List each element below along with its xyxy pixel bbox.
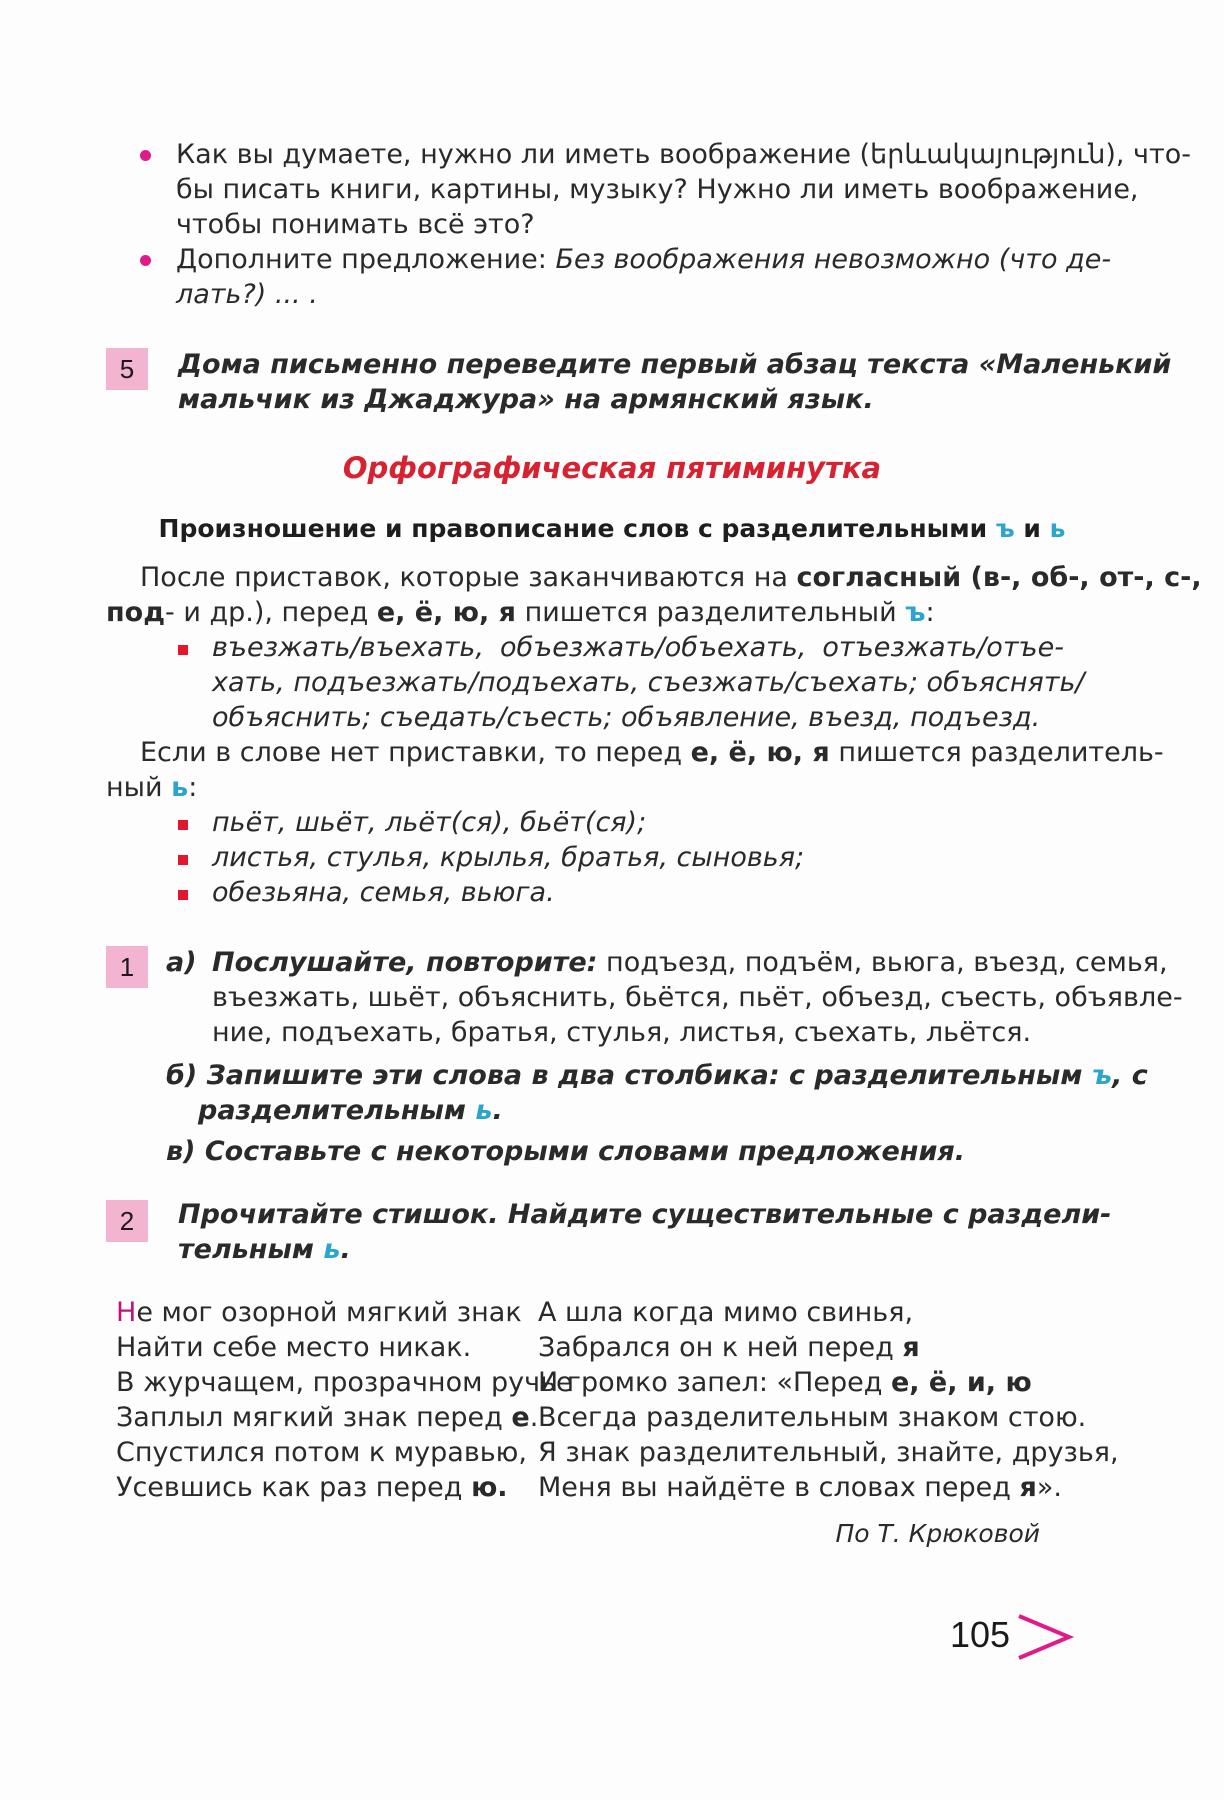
rule-2-example-3: обезьяна, семья, вьюга. — [212, 877, 555, 908]
rule-1-colon: : — [925, 597, 935, 628]
task-2-text: тельным — [178, 1234, 324, 1265]
question-2-line-1 — [176, 243, 1112, 277]
next-page-arrow-icon — [1015, 1612, 1075, 1662]
task-1-a-label: а) — [166, 947, 197, 978]
poem-line: Всегда разделительным знаком стою. — [538, 1402, 1087, 1433]
poem-bold: е, ё, и, ю — [890, 1367, 1032, 1398]
subtitle-conj: и — [1023, 514, 1041, 543]
task-1-b-text: . — [492, 1095, 503, 1126]
task-5-line-2: мальчик из Джаджура» на армянский язык. — [178, 384, 874, 415]
rule-2-colon: : — [188, 772, 198, 803]
poem-line — [538, 1470, 1119, 1505]
task-1-b-text: разделительным — [198, 1095, 476, 1126]
square-bullet — [178, 820, 188, 830]
bullet-dot — [140, 150, 151, 161]
square-bullet — [178, 645, 188, 655]
task-1-b-line-1 — [166, 1059, 1148, 1093]
rule-2-text: Если в слове нет приставки, то перед — [140, 737, 691, 768]
square-bullet — [178, 890, 188, 900]
rule-1-example-1: въезжать/въехать, объезжать/объехать, отъезжать/отъе- — [212, 632, 1064, 663]
rule-1-text: - и др.), перед — [165, 597, 377, 628]
rule-2-vowels: е, ё, ю, я — [690, 737, 830, 768]
rule-2-line-2 — [106, 771, 197, 805]
poem-line — [538, 1365, 1119, 1400]
rule-2-example-1: пьёт, шьёт, льёт(ся), бьёт(ся); — [212, 807, 647, 838]
rule-2-text: пишется разделитель- — [829, 737, 1164, 768]
task-1-a-line-1 — [212, 946, 1168, 980]
hard-sign: ъ — [995, 514, 1015, 543]
poem-line: Спустился потом к муравью, — [116, 1437, 527, 1468]
question-1-line-2: бы писать книги, картины, музыку? Нужно ли иметь воображение, — [176, 174, 1139, 205]
poem-text: И громко запел: «Перед — [538, 1367, 891, 1398]
poem-text: . — [529, 1402, 539, 1433]
poem-line — [116, 1400, 573, 1435]
task-number-box: 2 — [106, 1200, 148, 1242]
task-1-a-line-3: ние, подъехать, братья, стулья, листья, съехать, льётся. — [212, 1017, 1032, 1048]
poem-line: В журчащем, прозрачном ручье — [116, 1367, 573, 1398]
poem-text: ». — [1036, 1472, 1062, 1503]
rule-2-text: ный — [106, 772, 172, 803]
page-number: 105 — [950, 1614, 1011, 1655]
soft-sign: ь — [171, 772, 189, 803]
poem-author: По Т. Крюковой — [835, 1519, 1040, 1548]
rule-1-text: После приставок, которые заканчиваются на — [140, 562, 797, 593]
question-2-prompt: Дополните предложение: — [176, 244, 556, 275]
section-title: Орфографическая пятиминутка — [342, 451, 882, 485]
question-1-line-1: Как вы думаете, нужно ли иметь воображение (երևակայություն), что- — [176, 139, 1191, 170]
rule-1-prefix: под — [106, 597, 166, 628]
rule-1-line-2 — [106, 596, 935, 630]
task-2-line-2 — [178, 1233, 351, 1267]
rule-2-example-2: листья, стулья, крылья, братья, сыновья; — [212, 842, 805, 873]
soft-sign: ь — [475, 1095, 493, 1126]
soft-sign: ь — [1049, 514, 1066, 543]
rule-1-line-1 — [140, 561, 1202, 595]
poem-text: Заплыл мягкий знак перед — [116, 1402, 512, 1433]
poem-text: Забрался он к ней перед — [538, 1332, 903, 1363]
poem-bold: я — [1019, 1472, 1037, 1503]
task-number-box: 1 — [106, 946, 148, 988]
question-2-line-2: лать?) ... . — [176, 279, 318, 310]
poem-line — [116, 1295, 573, 1330]
task-1-c-line: в) Составьте с некоторыми словами предложения. — [166, 1136, 965, 1167]
poem-bold: е — [511, 1402, 530, 1433]
task-1-a-words: подъезд, подъём, вьюга, въезд, семья, — [597, 947, 1168, 978]
task-1-b-text: б) Запишите эти слова в два столбика: с разделительным — [166, 1060, 1092, 1091]
rule-1-example-2: хать, подъезжать/подъехать, съезжать/съехать; объяснять/ — [212, 667, 1085, 698]
poem-left-column — [116, 1295, 573, 1505]
poem-line: А шла когда мимо свинья, — [538, 1297, 914, 1328]
poem-line: Найти себе место никак. — [116, 1332, 472, 1363]
poem-text: Усевшись как раз перед — [116, 1472, 472, 1503]
rule-1-bold: согласный (в-, об-, от-, с-, — [796, 562, 1202, 593]
poem-bold: ю. — [471, 1472, 508, 1503]
rule-1-vowels: е, ё, ю, я — [376, 597, 517, 628]
rule-1-example-3: объяснить; съедать/съесть; объявление, въезд, подъезд. — [212, 702, 1041, 733]
task-1-a-instruction: Послушайте, повторите: — [212, 947, 598, 978]
section-subtitle — [0, 512, 1224, 546]
poem-line — [538, 1330, 1119, 1365]
poem-line: Я знак разделительный, знайте, друзья, — [538, 1437, 1119, 1468]
rule-1-text: пишется разделительный — [516, 597, 906, 628]
question-1-line-3: чтобы понимать всё это? — [176, 209, 535, 240]
task-1-b-text: , с — [1112, 1060, 1148, 1091]
task-5-line-1: Дома письменно переведите первый абзац текста «Маленький — [178, 349, 1172, 380]
task-1-a-line-2: въезжать, шьёт, объяснить, бьётся, пьёт, объезд, съесть, объявле- — [212, 982, 1183, 1013]
hard-sign: ъ — [905, 597, 926, 628]
task-2-text: . — [340, 1234, 351, 1265]
hard-sign: ъ — [1091, 1060, 1113, 1091]
poem-line — [116, 1470, 573, 1505]
square-bullet — [178, 855, 188, 865]
rule-2-line-1 — [140, 736, 1164, 770]
soft-sign: ь — [323, 1234, 341, 1265]
task-number-box: 5 — [106, 348, 148, 390]
poem-text: е мог озорной мягкий знак — [136, 1297, 522, 1328]
subtitle-text: Произношение и правописание слов с разделительными — [158, 514, 988, 543]
bullet-dot — [140, 255, 151, 266]
question-2-italic: Без воображения невозможно (что де- — [555, 244, 1112, 275]
poem-text: Меня вы найдёте в словах перед — [538, 1472, 1020, 1503]
poem-right-column — [538, 1295, 1119, 1505]
task-1-b-line-2 — [198, 1094, 503, 1128]
poem-initial-letter: Н — [116, 1297, 137, 1328]
poem-bold: я — [902, 1332, 920, 1363]
task-2-line-1: Прочитайте стишок. Найдите существительные с раздели- — [178, 1199, 1112, 1230]
